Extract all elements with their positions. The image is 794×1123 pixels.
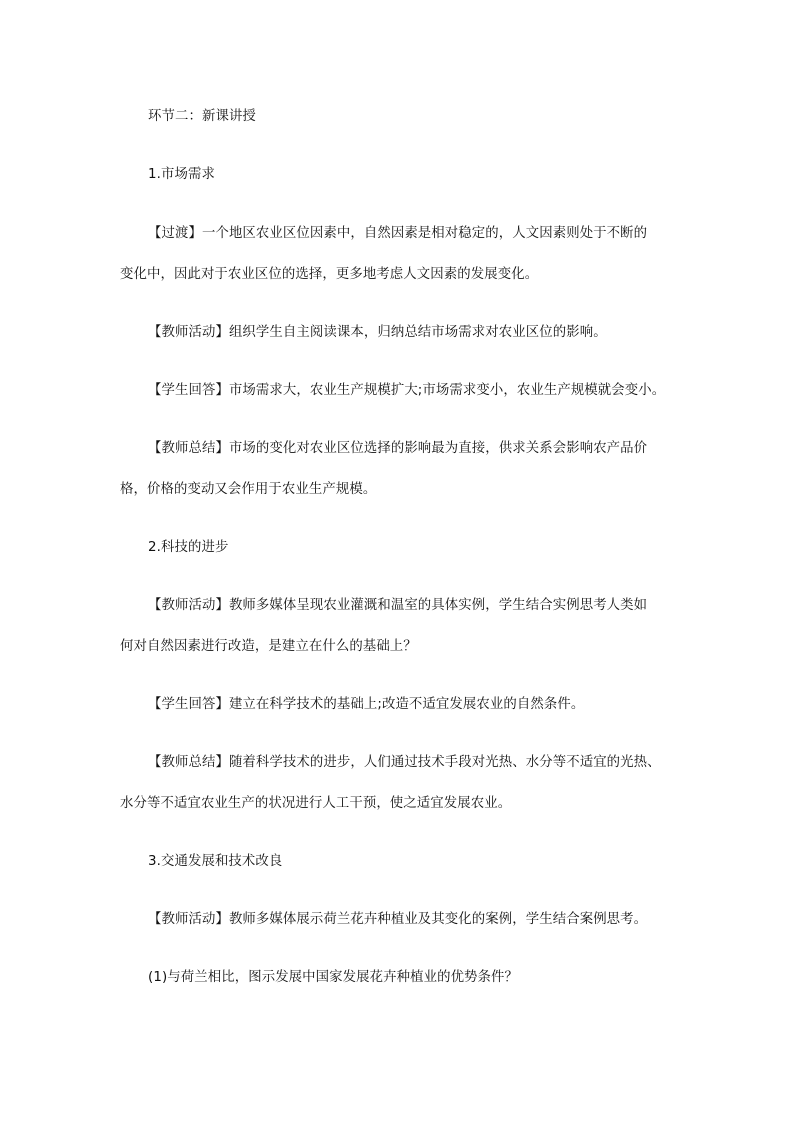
- paragraph-line: 【学生回答】市场需求大，农业生产规模扩大;市场需求变小，农业生产规模就会变小。: [148, 383, 666, 398]
- subheading-market-demand: 1.市场需求: [148, 167, 215, 182]
- subheading-technology-progress: 2.科技的进步: [148, 540, 229, 555]
- paragraph-line: 【过渡】一个地区农业区位因素中，自然因素是相对稳定的，人文因素则处于不断的: [148, 226, 648, 241]
- paragraph-line: 【教师活动】教师多媒体展示荷兰花卉种植业及其变化的案例，学生结合案例思考。: [148, 912, 648, 927]
- paragraph-line: 【教师活动】教师多媒体呈现农业灌溉和温室的具体实例，学生结合实例思考人类如: [148, 598, 648, 613]
- paragraph-line: 【教师活动】组织学生自主阅读课本，归纳总结市场需求对农业区位的影响。: [148, 325, 607, 340]
- paragraph-line: 【学生回答】建立在科学技术的基础上;改造不适宜发展农业的自然条件。: [148, 697, 585, 712]
- subheading-transport-development: 3.交通发展和技术改良: [148, 854, 283, 869]
- question-line: (1)与荷兰相比，图示发展中国家发展花卉种植业的优势条件？: [148, 970, 519, 985]
- section-heading: 环节二：新课讲授: [148, 109, 256, 124]
- paragraph-line: 【教师总结】随着科学技术的进步，人们通过技术手段对光热、水分等不适宜的光热、: [148, 755, 661, 770]
- paragraph-line: 水分等不适宜农业生产的状况进行人工干预，使之适宜发展农业。: [120, 796, 512, 811]
- paragraph-line: 【教师总结】市场的变化对农业区位选择的影响最为直接，供求关系会影响农产品价: [148, 441, 648, 456]
- paragraph-line: 格，价格的变动又会作用于农业生产规模。: [120, 482, 377, 497]
- paragraph-line: 何对自然因素进行改造，是建立在什么的基础上？: [120, 639, 417, 654]
- paragraph-line: 变化中，因此对于农业区位的选择，更多地考虑人文因素的发展变化。: [120, 267, 539, 282]
